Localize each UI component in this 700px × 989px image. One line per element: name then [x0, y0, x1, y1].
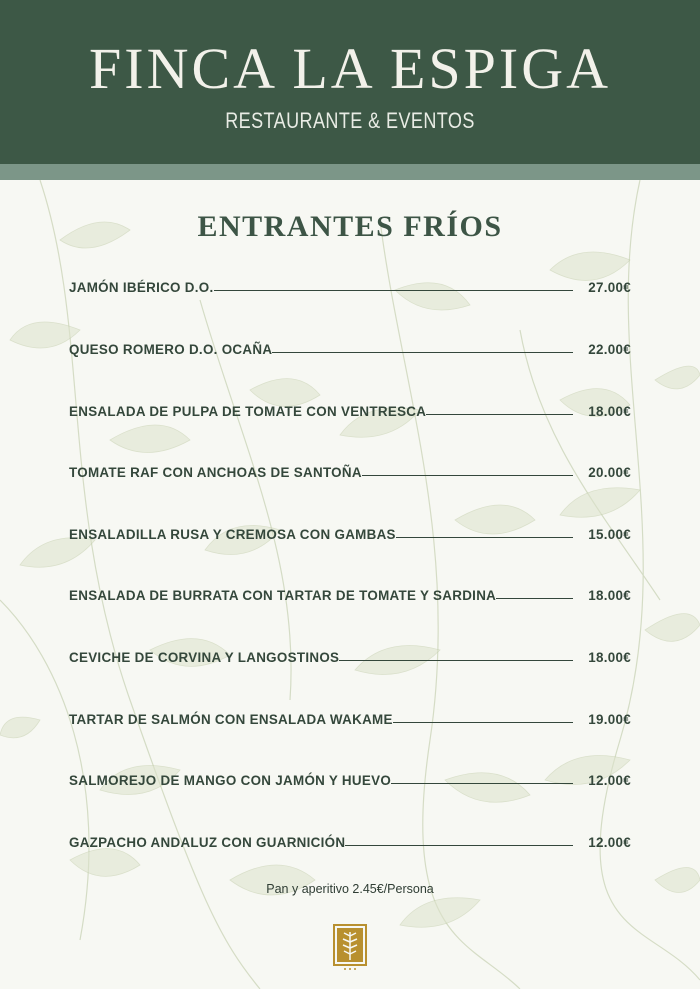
- menu-item-leader: [391, 782, 573, 784]
- menu-item-leader: [393, 721, 573, 723]
- menu-item: [69, 397, 631, 419]
- menu-item-name: GAZPACHO ANDALUZ CON GUARNICIÓN: [69, 835, 346, 850]
- menu-item: [69, 643, 631, 665]
- menu-item-leader: [214, 289, 573, 291]
- menu-item-leader: [345, 844, 573, 846]
- menu-item: [69, 828, 631, 850]
- menu-item-price: 12.00€: [588, 835, 631, 850]
- menu-item: [69, 581, 631, 603]
- menu-item-price: 27.00€: [588, 280, 631, 295]
- menu-item-leader: [339, 659, 573, 661]
- menu-item: [69, 705, 631, 727]
- bread-note: Pan y aperitivo 2.45€/Persona: [266, 882, 434, 896]
- menu-item-price: 19.00€: [588, 712, 631, 727]
- menu-item: [69, 458, 631, 480]
- menu-item: [69, 273, 631, 295]
- menu-item-name: JAMÓN IBÉRICO D.O.: [69, 280, 214, 295]
- wheat-logo-icon: [333, 924, 367, 972]
- menu-item-name: QUESO ROMERO D.O. OCAÑA: [69, 342, 273, 357]
- menu-item: [69, 520, 631, 542]
- menu-item: [69, 335, 631, 357]
- menu-item-leader: [362, 474, 573, 476]
- menu-item-price: 22.00€: [588, 342, 631, 357]
- menu-item-name: CEVICHE DE CORVINA Y LANGOSTINOS: [69, 650, 340, 665]
- menu-item-price: 12.00€: [588, 773, 631, 788]
- menu-item-name: SALMOREJO DE MANGO CON JAMÓN Y HUEVO: [69, 773, 392, 788]
- menu-item-leader: [396, 536, 573, 538]
- menu-item: [69, 766, 631, 788]
- menu-item-price: 20.00€: [588, 465, 631, 480]
- menu-item-price: 18.00€: [588, 588, 631, 603]
- menu-item-name: ENSALADA DE PULPA DE TOMATE CON VENTRESCA: [69, 404, 427, 419]
- menu-item-leader: [496, 597, 573, 599]
- menu-item-price: 18.00€: [588, 404, 631, 419]
- menu-item-name: ENSALADA DE BURRATA CON TARTAR DE TOMATE Y SARDINA: [69, 588, 497, 603]
- menu-item-name: TARTAR DE SALMÓN CON ENSALADA WAKAME: [69, 712, 393, 727]
- section-title: ENTRANTES FRÍOS: [197, 210, 503, 243]
- menu-item-leader: [272, 351, 573, 353]
- restaurant-tagline: RESTAURANTE & EVENTOS: [225, 108, 475, 133]
- menu-item-price: 15.00€: [588, 527, 631, 542]
- header-accent-strip: [0, 164, 700, 180]
- restaurant-name: FINCA LA ESPIGA: [89, 36, 611, 101]
- menu-item-leader: [426, 413, 573, 415]
- menu-item-price: 18.00€: [588, 650, 631, 665]
- menu-item-name: TOMATE RAF CON ANCHOAS DE SANTOÑA: [69, 465, 362, 480]
- menu-item-name: ENSALADILLA RUSA Y CREMOSA CON GAMBAS: [69, 527, 396, 542]
